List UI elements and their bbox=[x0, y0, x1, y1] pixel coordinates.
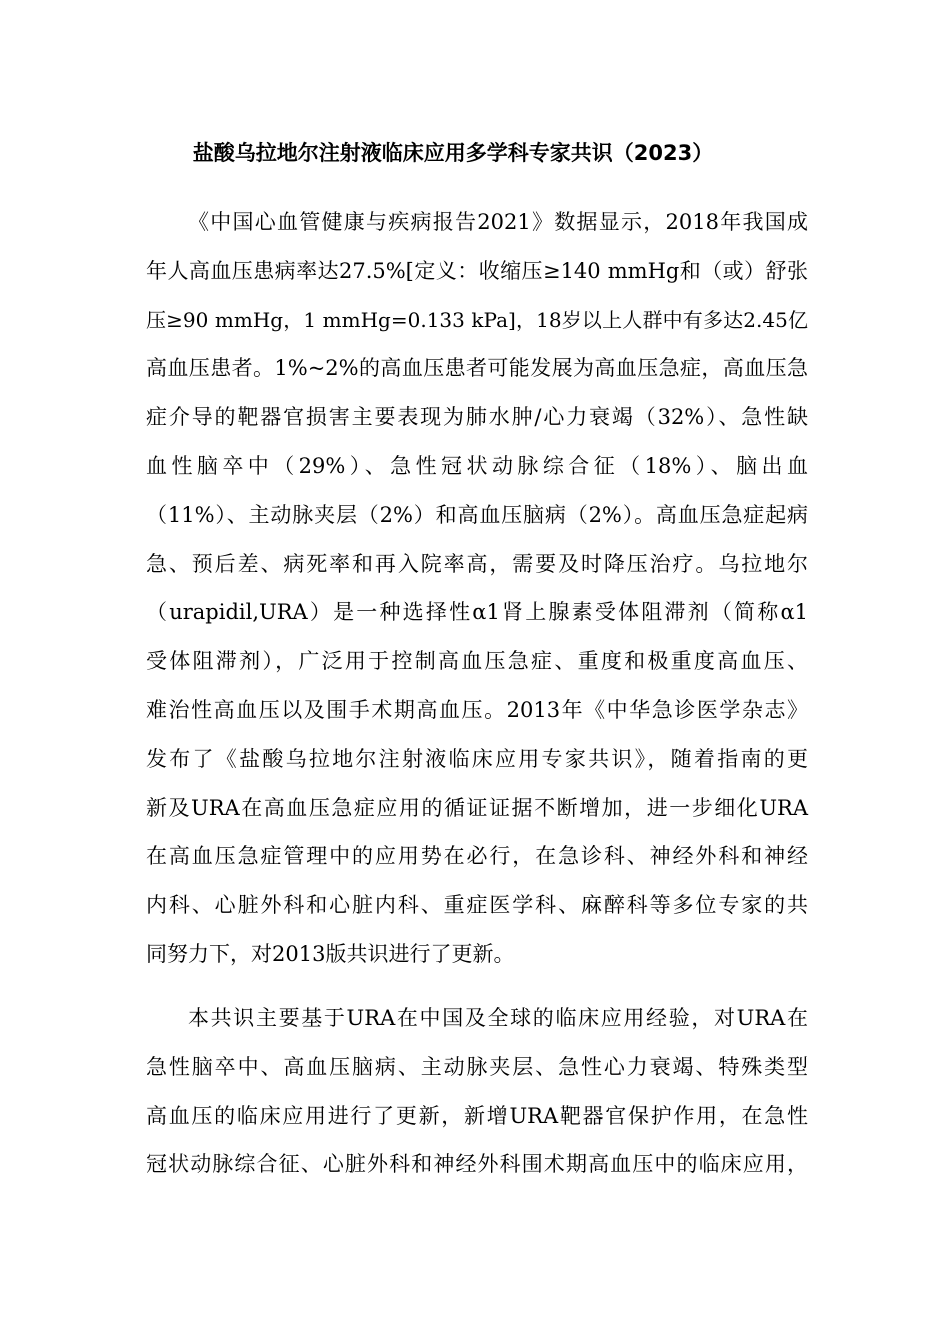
paragraph-line: 难治性高血压以及围手术期高血压。2013年《中华急诊医学杂志》 bbox=[146, 697, 808, 722]
paragraph-line: （urapidil,URA）是一种选择性α1肾上腺素受体阻滞剂（简称α1 bbox=[146, 600, 808, 625]
paragraph-line: 高血压患者。1%~2%的高血压患者可能发展为高血压急症，高血压急 bbox=[146, 356, 808, 381]
paragraph-line: 冠状动脉综合征、心脏外科和神经外科围术期高血压中的临床应用， bbox=[146, 1152, 808, 1177]
paragraph-line: 年人高血压患病率达27.5%[定义：收缩压≥140 mmHg和（或）舒张 bbox=[146, 258, 808, 283]
paragraph-line: 压≥90 mmHg，1 mmHg=0.133 kPa]，18岁以上人群中有多达2.45亿 bbox=[146, 307, 808, 332]
paragraph-line: 症介导的靶器官损害主要表现为肺水肿/心力衰竭（32%）、急性缺 bbox=[146, 405, 808, 430]
paragraph-line: 高血压的临床应用进行了更新，新增URA靶器官保护作用，在急性 bbox=[146, 1103, 808, 1128]
paragraph-line: 新及URA在高血压急症应用的循证证据不断增加，进一步细化URA bbox=[146, 795, 808, 820]
paragraph-line: 受体阻滞剂），广泛用于控制高血压急症、重度和极重度高血压、 bbox=[146, 649, 808, 674]
paragraph-line: 《中国心血管健康与疾病报告2021》数据显示，2018年我国成 bbox=[188, 210, 808, 234]
paragraph-line: 急、预后差、病死率和再入院率高，需要及时降压治疗。乌拉地尔 bbox=[146, 551, 808, 576]
paragraph-2 bbox=[146, 994, 808, 1189]
paragraph-line: 急性脑卒中、高血压脑病、主动脉夹层、急性心力衰竭、特殊类型 bbox=[146, 1054, 808, 1079]
paragraph-line: 血性脑卒中（29%）、急性冠状动脉综合征（18%）、脑出血 bbox=[146, 453, 808, 478]
document-title: 盐酸乌拉地尔注射液临床应用多学科专家共识（2023） bbox=[192, 141, 714, 165]
paragraph-line: 在高血压急症管理中的应用势在必行，在急诊科、神经外科和神经 bbox=[146, 844, 808, 869]
paragraph-1 bbox=[146, 198, 808, 979]
paragraph-line: 发布了《盐酸乌拉地尔注射液临床应用专家共识》，随着指南的更 bbox=[146, 746, 808, 771]
paragraph-line: 内科、心脏外科和心脏内科、重症医学科、麻醉科等多位专家的共 bbox=[146, 893, 808, 918]
paragraph-line: 同努力下，对2013版共识进行了更新。 bbox=[146, 941, 515, 966]
paragraph-line: 本共识主要基于URA在中国及全球的临床应用经验，对URA在 bbox=[188, 1006, 808, 1030]
paragraph-line: （11%）、主动脉夹层（2%）和高血压脑病（2%）。高血压急症起病 bbox=[146, 502, 808, 527]
